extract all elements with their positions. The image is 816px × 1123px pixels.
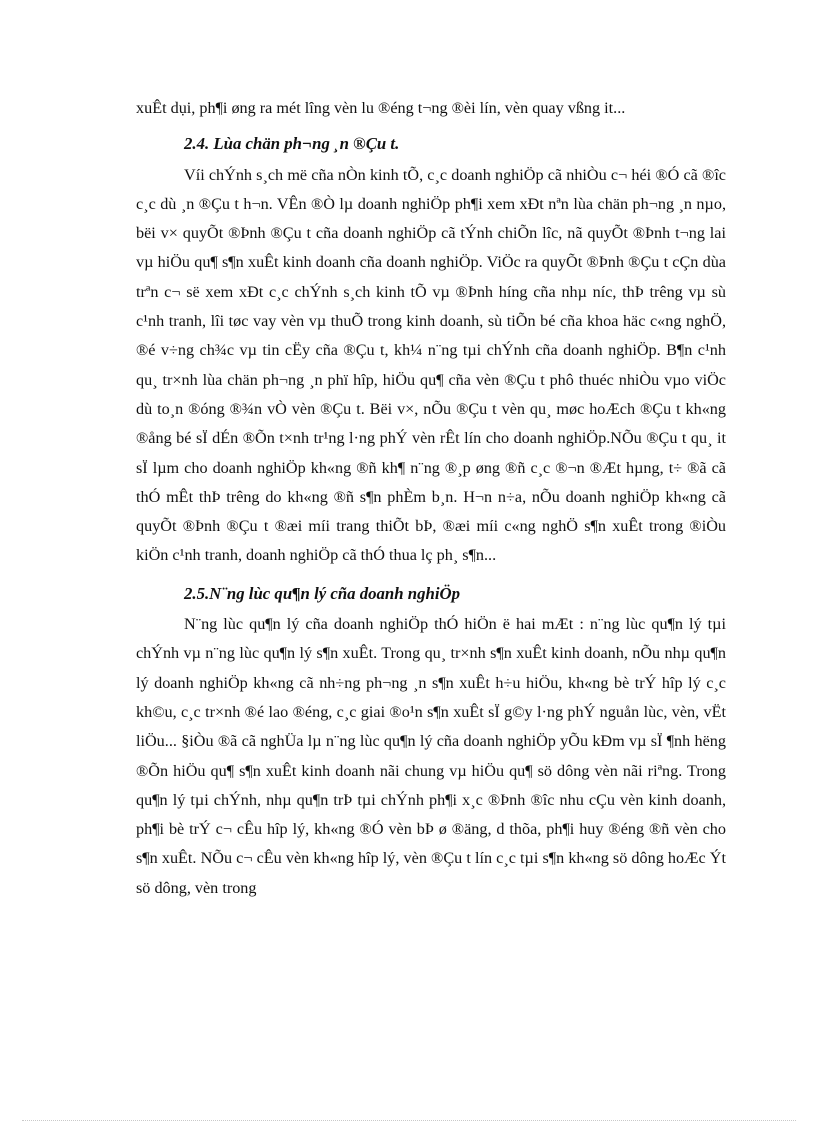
page-content [136, 94, 726, 903]
management-capacity-paragraph: N¨ng lùc qu¶n lý cña doanh nghiÖp thÓ hiÖn ë hai mÆt : n¨ng lùc qu¶n lý tµi chÝnh vµ n¨ng lùc qu¶n lý s¶n xuÊt. Trong qu¸ tr×nh s¶n xuÊt kinh doanh, nÕu nhµ qu¶n lý doanh nghiÖp kh«ng cã nh÷ng ph¬ng ¸n s¶n xuÊt h÷u hiÖu, kh«ng bè trÝ hîp lý c¸c kh©u, c¸c tr×nh ®é lao ®éng, c¸c giai ®o¹n s¶n xuÊt sÏ g©y l·ng phÝ nguån lùc, vèn, vËt liÖu... §iÒu ®ã cã nghÜa lµ n¨ng lùc qu¶n lý cña doanh nghiÖp yÕu kÐm vµ sÏ ¶nh hëng ®Õn hiÖu qu¶ s¶n xuÊt kinh doanh nãi chung vµ hiÖu qu¶ sö dông vèn nãi riªng. Trong qu¶n lý tµi chÝnh, nhµ qu¶n trÞ tµi chÝnh ph¶i x¸c ®Þnh ®îc nhu cÇu vèn kinh doanh, ph¶i bè trÝ c¬ cÊu hîp lý, kh«ng ®Ó vèn bÞ ø ®äng, d thõa, ph¶i huy ®éng ®ñ vèn cho s¶n xuÊt. NÕu c¬ cÊu vèn kh«ng hîp lý, vèn ®Çu t lín c¸c tµi s¶n kh«ng sö dông hoÆc Ýt sö dông, vèn trong [136, 615, 726, 897]
section-heading-investment-choice: 2.4. Lùa chän ph¬ng ¸n ®Çu t. [184, 134, 400, 154]
section-heading-management-capacity: 2.5.N¨ng lùc qu¶n lý cña doanh nghiÖp [184, 583, 461, 603]
page-bottom-divider [22, 1120, 796, 1121]
investment-choice-paragraph: Víi chÝnh s¸ch më cña nÒn kinh tÕ, c¸c doanh nghiÖp cã nhiÒu c¬ héi ®Ó cã ®îc c¸c dù ¸n ®Çu t h¬n. VÊn ®Ò lµ doanh nghiÖp ph¶i xem xÐt nªn lùa chän ph¬ng ¸n nµo, bëi v× quyÕt ®Þnh ®Çu t cña doanh nghiÖp cã tÝnh chiÕn lîc, nã quyÕt ®Þnh t¬ng lai vµ hiÖu qu¶ s¶n xuÊt kinh doanh cña doanh nghiÖp. ViÖc ra quyÕt ®Þnh ®Çu t cÇn dùa trªn c¬ së xem xÐt c¸c chÝnh s¸ch kinh tÕ vµ ®Þnh híng cña nhµ níc, thÞ trêng vµ sù c¹nh tranh, lîi tøc vay vèn vµ thuÕ trong kinh doanh, sù tiÕn bé cña khoa häc c«ng nghÖ, ®é v÷ng ch¾c vµ tin cËy cña ®Çu t, kh¼ n¨ng tµi chÝnh cña doanh nghiÖp. B¶n c¹nh qu¸ tr×nh lùa chän ph¬ng ¸n phï hîp, hiÖu qu¶ cña vèn ®Çu t phô thuéc nhiÒu vµo viÖc dù to¸n ®óng ®¾n vÒ vèn ®Çu t. Bëi v×, nÕu ®Çu t vèn qu¸ møc hoÆch ®Çu t kh«ng ®ång bé sÏ dÉn ®Õn t×nh tr¹ng l·ng phÝ vèn rÊt lín cho doanh nghiÖp.NÕu ®Çu t qu¸ it sÏ lµm cho doanh nghiÖp kh«ng ®ñ kh¶ n¨ng ®¸p øng ®ñ c¸c ®¬n ®Æt hµng, t÷ ®ã cã thÓ mÊt thÞ trêng do kh«ng ®ñ s¶n phÈm b¸n. H¬n n÷a, nÕu doanh nghiÖp kh«ng cã quyÕt ®Þnh ®Çu t ®æi míi trang thiÕt bÞ, ®æi míi c«ng nghÖ s¶n xuÊt trong ®iÒu kiÖn c¹nh tranh, doanh nghiÖp cã thÓ thua lç ph¸ s¶n... [136, 165, 726, 565]
intro-paragraph: xuÊt dụi, ph¶i øng ra mét lîng vèn lu ®éng t¬ng ®èi lín, vèn quay vßng it... [136, 99, 626, 117]
